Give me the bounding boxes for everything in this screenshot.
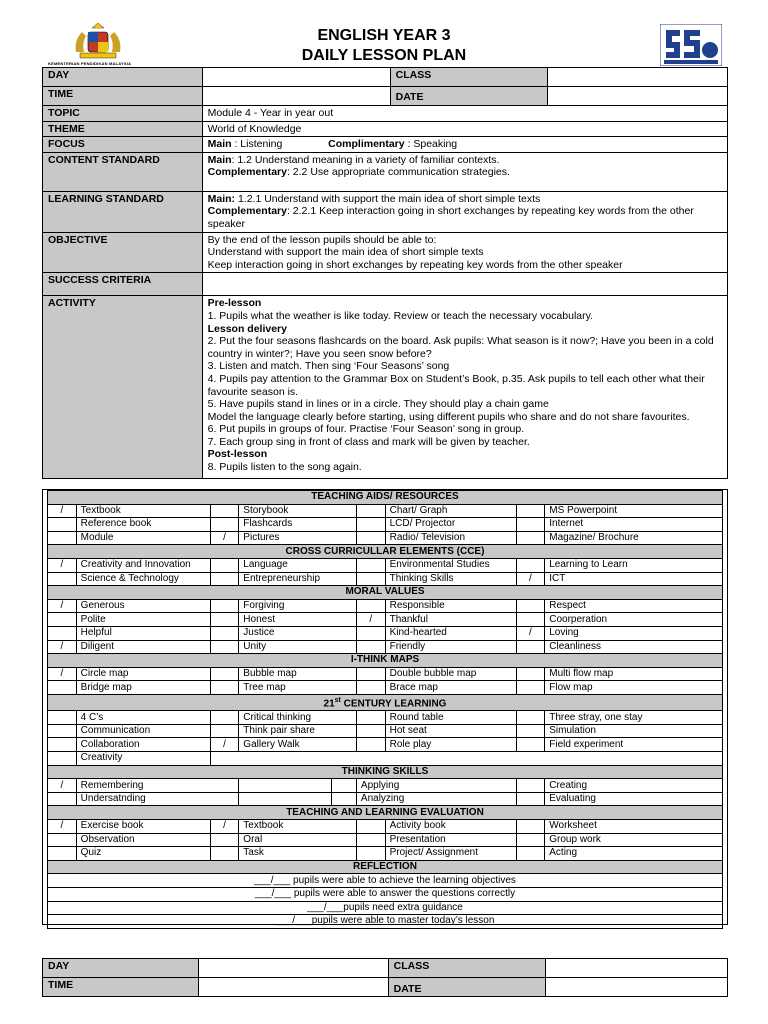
table-row xyxy=(48,779,723,793)
item-label: Critical thinking xyxy=(239,711,357,725)
checkbox[interactable] xyxy=(516,833,545,847)
checkbox[interactable] xyxy=(210,640,239,654)
teaching-aids-heading: TEACHING AIDS/ RESOURCES xyxy=(48,491,723,505)
page-title-line2: DAILY LESSON PLAN xyxy=(301,47,467,64)
checkbox[interactable] xyxy=(210,518,239,532)
content-standard-value xyxy=(202,152,727,191)
item-label: Responsible xyxy=(385,599,516,613)
item-label: Creativity xyxy=(76,752,210,766)
focus-label: FOCUS xyxy=(43,137,203,153)
post-lesson-heading: Post-lesson xyxy=(207,448,268,461)
checkbox[interactable] xyxy=(516,504,545,518)
table-row xyxy=(48,738,723,752)
item-label: Module xyxy=(76,531,210,545)
item-label: Bridge map xyxy=(76,681,210,695)
day-value[interactable] xyxy=(199,959,388,978)
page-title-line1: ENGLISH YEAR 3 xyxy=(317,27,451,44)
item-label: Diligent xyxy=(76,640,210,654)
checkbox[interactable] xyxy=(356,833,385,847)
reflection-heading: REFLECTION xyxy=(48,860,723,874)
time-label: TIME xyxy=(43,87,203,106)
learning-standard-label: LEARNING STANDARD xyxy=(43,191,203,232)
item-label: Coorperation xyxy=(545,613,723,627)
activity-step: 6. Put pupils in groups of four. Practise ‘Four Season’ song in group. xyxy=(207,423,525,436)
item-label: Multi flow map xyxy=(545,667,723,681)
lesson-info-table xyxy=(42,67,728,479)
checkbox[interactable] xyxy=(356,711,385,725)
checkbox[interactable] xyxy=(356,572,385,586)
checkbox[interactable] xyxy=(356,738,385,752)
class-label: CLASS xyxy=(388,959,546,978)
evaluation-heading: TEACHING AND LEARNING EVALUATION xyxy=(48,806,723,820)
checkbox[interactable] xyxy=(356,599,385,613)
checkbox[interactable]: / xyxy=(210,819,239,833)
cs-main-value: : 1.2 Understand meaning in a variety of familiar contexts. xyxy=(231,153,500,166)
table-row xyxy=(48,833,723,847)
checkbox[interactable] xyxy=(48,518,77,532)
day-label: DAY xyxy=(43,959,199,978)
item-label: Honest xyxy=(239,613,357,627)
cs-comp-label: Complementary xyxy=(207,166,287,179)
next-lesson-info-table xyxy=(42,958,728,997)
table-row xyxy=(48,531,723,545)
activity-step: Model the language clearly before starting, using different pupils who share and do not share favourites. xyxy=(207,410,690,423)
checkbox[interactable] xyxy=(210,572,239,586)
checkbox[interactable]: / xyxy=(516,572,545,586)
item-label: Storybook xyxy=(239,504,357,518)
checkbox[interactable] xyxy=(48,681,77,695)
item-label: ICT xyxy=(545,572,723,586)
pre-lesson-heading: Pre-lesson xyxy=(207,297,262,310)
checkbox[interactable] xyxy=(356,847,385,861)
theme-label: THEME xyxy=(43,121,203,137)
item-label: Think pair share xyxy=(239,724,357,738)
item-label: Friendly xyxy=(385,640,516,654)
checkbox[interactable] xyxy=(210,599,239,613)
checkbox[interactable] xyxy=(516,819,545,833)
activity-label: ACTIVITY xyxy=(43,296,203,479)
item-label: Evaluating xyxy=(545,792,723,806)
item-label: Exercise book xyxy=(76,819,210,833)
item-label: Respect xyxy=(545,599,723,613)
checkbox[interactable] xyxy=(48,724,77,738)
item-label: Flashcards xyxy=(239,518,357,532)
item-label: Unity xyxy=(239,640,357,654)
activity-step: 2. Put the four seasons flashcards on the board. Ask pupils: What season is it now?; Have you been in a cold country in winter?; Have you seen snow before? xyxy=(207,335,714,360)
item-label: Radio/ Television xyxy=(385,531,516,545)
table-row xyxy=(48,518,723,532)
date-label: DATE xyxy=(388,978,546,997)
ls-comp-value: : 2.2.1 Keep interaction going in short exchanges by repeating key words from the other speaker xyxy=(207,205,694,230)
item-label: Task xyxy=(239,847,357,861)
checkbox[interactable] xyxy=(356,518,385,532)
success-criteria-value[interactable] xyxy=(202,273,727,296)
day-value[interactable] xyxy=(202,68,390,87)
checkbox[interactable] xyxy=(210,667,239,681)
ls-main-label: Main: xyxy=(207,192,236,205)
table-row xyxy=(48,724,723,738)
item-label: Brace map xyxy=(385,681,516,695)
table-row xyxy=(48,681,723,695)
checkbox[interactable] xyxy=(516,599,545,613)
checkbox[interactable] xyxy=(516,613,545,627)
item-label: Internet xyxy=(545,518,723,532)
item-label: Polite xyxy=(76,613,210,627)
item-label: Applying xyxy=(356,779,516,793)
item-label: Three stray, one stay xyxy=(545,711,723,725)
item-label: Forgiving xyxy=(239,599,357,613)
checkbox[interactable] xyxy=(48,847,77,861)
table-row xyxy=(48,667,723,681)
content-standard-label: CONTENT STANDARD xyxy=(43,152,203,191)
moral-values-heading: MORAL VALUES xyxy=(48,586,723,600)
checkbox[interactable] xyxy=(48,626,77,640)
item-label: Tree map xyxy=(239,681,357,695)
item-label: Presentation xyxy=(385,833,516,847)
item-label: Helpful xyxy=(76,626,210,640)
checkbox[interactable] xyxy=(210,626,239,640)
item-label: Flow map xyxy=(545,681,723,695)
reflection-line[interactable]: ___/___ pupils were able to achieve the learning objectives xyxy=(48,874,723,888)
ithink-maps-heading: I-THINK MAPS xyxy=(48,654,723,668)
checkbox[interactable] xyxy=(210,613,239,627)
checkbox[interactable] xyxy=(356,724,385,738)
date-label: DATE xyxy=(390,87,547,106)
objective-line: Keep interaction going in short exchanges by repeating key words from the other speaker xyxy=(207,258,623,271)
item-label: Justice xyxy=(239,626,357,640)
focus-comp-value: : Speaking xyxy=(404,138,458,151)
heading-part: 21 xyxy=(323,698,335,710)
checkbox[interactable] xyxy=(48,711,77,725)
checkbox[interactable] xyxy=(356,667,385,681)
topic-value: Module 4 - Year in year out xyxy=(202,106,727,122)
checkbox[interactable]: / xyxy=(48,640,77,654)
item-label: LCD/ Projector xyxy=(385,518,516,532)
date-value[interactable] xyxy=(546,978,728,997)
item-label: Chart/ Graph xyxy=(385,504,516,518)
checklist-table xyxy=(47,490,723,929)
table-row xyxy=(48,752,723,766)
learning-standard-value xyxy=(202,191,727,232)
heading-part: CENTURY LEARNING xyxy=(340,698,447,710)
table-row xyxy=(48,572,723,586)
class-value[interactable] xyxy=(546,959,728,978)
item-label: Creativity and Innovation xyxy=(76,558,210,572)
item-label: Bubble map xyxy=(239,667,357,681)
checkbox[interactable] xyxy=(516,667,545,681)
activity-step: 7. Each group sing in front of class and mark will be given by teacher. xyxy=(207,435,530,448)
item-label: Creating xyxy=(545,779,723,793)
item-label: MS Powerpoint xyxy=(545,504,723,518)
time-value[interactable] xyxy=(202,87,390,106)
item-label: Remembering xyxy=(76,779,239,793)
checkbox[interactable] xyxy=(516,531,545,545)
checkbox[interactable] xyxy=(210,724,239,738)
school-emblem-logo xyxy=(660,24,722,66)
checkbox[interactable] xyxy=(516,640,545,654)
checkbox[interactable] xyxy=(331,793,356,806)
checkbox[interactable] xyxy=(48,531,77,545)
checkbox[interactable] xyxy=(48,613,77,627)
item-label: Entrepreneurship xyxy=(239,572,357,586)
focus-comp-label: Complimentary xyxy=(328,138,405,151)
item-label: Quiz xyxy=(76,847,210,861)
item-label: 4 C’s xyxy=(76,711,210,725)
focus-value xyxy=(202,137,727,153)
theme-value: World of Knowledge xyxy=(202,121,727,137)
item-label: Language xyxy=(239,558,357,572)
time-label: TIME xyxy=(43,978,199,997)
table-row xyxy=(48,640,723,654)
checkbox[interactable] xyxy=(516,792,545,806)
activity-step: 1. Pupils what the weather is like today. Review or teach the necessary vocabulary. xyxy=(207,309,593,322)
day-label: DAY xyxy=(43,68,203,87)
table-row xyxy=(48,847,723,861)
checkbox[interactable] xyxy=(210,833,239,847)
checkbox[interactable] xyxy=(210,558,239,572)
item-label: Activity book xyxy=(385,819,516,833)
class-value[interactable] xyxy=(547,68,727,87)
item-label: Field experiment xyxy=(545,738,723,752)
checkbox[interactable] xyxy=(356,504,385,518)
checkbox[interactable] xyxy=(356,531,385,545)
item-label: Role play xyxy=(385,738,516,752)
activity-step: 3. Listen and match. Then sing ‘Four Seasons’ song xyxy=(207,360,450,373)
century-learning-heading xyxy=(48,694,723,710)
checkbox[interactable] xyxy=(210,681,239,695)
checkbox[interactable] xyxy=(48,792,77,806)
table-row xyxy=(48,792,723,806)
checkbox[interactable]: / xyxy=(48,667,77,681)
checkbox[interactable] xyxy=(356,681,385,695)
checkbox[interactable] xyxy=(356,626,385,640)
table-row xyxy=(48,711,723,725)
item-label: Group work xyxy=(545,833,723,847)
checkbox[interactable] xyxy=(516,681,545,695)
heading-sup: st xyxy=(334,696,341,704)
checkbox[interactable] xyxy=(210,711,239,725)
checkbox[interactable]: / xyxy=(48,558,77,572)
cs-comp-value: : 2.2 Use appropriate communication strategies. xyxy=(286,166,510,179)
objective-value xyxy=(202,232,727,273)
activity-value xyxy=(202,296,727,479)
item-label: Project/ Assignment xyxy=(385,847,516,861)
table-row xyxy=(48,613,723,627)
item-label: Loving xyxy=(545,626,723,640)
checkbox[interactable] xyxy=(356,819,385,833)
checkbox[interactable] xyxy=(331,779,356,792)
checkbox[interactable] xyxy=(516,711,545,725)
checkbox[interactable] xyxy=(48,738,77,752)
item-label: Acting xyxy=(545,847,723,861)
focus-main-value: : Listening xyxy=(231,138,283,151)
item-label: Observation xyxy=(76,833,210,847)
checkbox[interactable] xyxy=(356,558,385,572)
reflection-line[interactable]: ___/___pupils were able to master today’s lesson xyxy=(48,915,723,929)
table-row xyxy=(48,504,723,518)
item-label: Kind-hearted xyxy=(385,626,516,640)
lesson-delivery-heading: Lesson delivery xyxy=(207,322,287,335)
reflection-line[interactable]: ___/___pupils need extra guidance xyxy=(48,901,723,915)
item-label: Thankful xyxy=(385,613,516,627)
item-label: Oral xyxy=(239,833,357,847)
topic-label: TOPIC xyxy=(43,106,203,122)
objective-label: OBJECTIVE xyxy=(43,232,203,273)
checkbox[interactable]: / xyxy=(48,819,77,833)
item-label: Round table xyxy=(385,711,516,725)
item-label: Gallery Walk xyxy=(239,738,357,752)
item-label: Communication xyxy=(76,724,210,738)
class-label: CLASS xyxy=(390,68,547,87)
ls-comp-label: Complementary xyxy=(207,205,287,218)
item-label: Collaboration xyxy=(76,738,210,752)
checkbox[interactable]: / xyxy=(210,738,239,752)
item-label: Undersatnding xyxy=(76,792,239,806)
checkbox-wrap xyxy=(239,792,357,806)
checkbox[interactable]: / xyxy=(48,779,77,793)
checkbox[interactable] xyxy=(210,504,239,518)
checkbox[interactable] xyxy=(356,640,385,654)
checkbox-wrap xyxy=(239,779,357,793)
logo-caption: KEMENTERIAN PENDIDIKAN MALAYSIA xyxy=(48,61,132,66)
item-label: Pictures xyxy=(239,531,357,545)
table-row xyxy=(48,599,723,613)
item-label: Generous xyxy=(76,599,210,613)
page-header xyxy=(0,0,768,68)
checkbox[interactable]: / xyxy=(48,504,77,518)
item-label: Worksheet xyxy=(545,819,723,833)
cs-main-label: Main xyxy=(207,153,232,166)
checkbox[interactable] xyxy=(516,847,545,861)
focus-main-label: Main xyxy=(207,138,232,151)
item-label: Textbook xyxy=(239,819,357,833)
checkbox[interactable]: / xyxy=(210,531,239,545)
item-label: Simulation xyxy=(545,724,723,738)
item-label: Magazine/ Brochure xyxy=(545,531,723,545)
checkbox[interactable] xyxy=(516,724,545,738)
table-row xyxy=(48,819,723,833)
checkbox[interactable]: / xyxy=(48,599,77,613)
time-value[interactable] xyxy=(199,978,388,997)
item-label: Environmental Studies xyxy=(385,558,516,572)
item-label: Analyzing xyxy=(356,792,516,806)
checkbox[interactable] xyxy=(516,738,545,752)
checkbox[interactable] xyxy=(516,779,545,793)
activity-step: 8. Pupils listen to the song again. xyxy=(207,461,362,474)
checkbox[interactable]: / xyxy=(516,626,545,640)
item-label: Textbook xyxy=(76,504,210,518)
success-criteria-label: SUCCESS CRITERIA xyxy=(43,273,203,296)
activity-step: 4. Pupils pay attention to the Grammar Box on Student’s Book, p.35. Ask pupils to tell each other what their favourite season is. xyxy=(207,372,705,398)
checkbox[interactable] xyxy=(48,752,77,766)
checklist-box xyxy=(42,489,728,925)
ls-main-value: 1.2.1 Understand with support the main idea of short simple texts xyxy=(235,192,541,205)
checkbox[interactable]: / xyxy=(356,613,385,627)
table-row xyxy=(48,558,723,572)
checkbox[interactable] xyxy=(48,572,77,586)
item-label: Thinking Skills xyxy=(385,572,516,586)
thinking-skills-heading: THINKING SKILLS xyxy=(48,765,723,779)
cce-heading: CROSS CURRICULLAR ELEMENTS (CCE) xyxy=(48,545,723,559)
checkbox[interactable] xyxy=(516,558,545,572)
objective-line: By the end of the lesson pupils should be able to: xyxy=(207,233,437,246)
activity-step: 5. Have pupils stand in lines or in a circle. They should play a chain game xyxy=(207,398,549,411)
item-label: Cleanliness xyxy=(545,640,723,654)
checkbox[interactable] xyxy=(48,833,77,847)
item-label: Learning to Learn xyxy=(545,558,723,572)
item-label: Circle map xyxy=(76,667,210,681)
checkbox[interactable] xyxy=(210,847,239,861)
date-value[interactable] xyxy=(547,87,727,106)
objective-line: Understand with support the main idea of short simple texts xyxy=(207,246,484,259)
item-label: Double bubble map xyxy=(385,667,516,681)
item-label: Science & Technology xyxy=(76,572,210,586)
table-row xyxy=(48,626,723,640)
reflection-line[interactable]: ___/___ pupils were able to answer the questions correctly xyxy=(48,887,723,901)
item-label: Hot seat xyxy=(385,724,516,738)
empty-cell xyxy=(210,752,722,766)
checkbox[interactable] xyxy=(516,518,545,532)
item-label: Reference book xyxy=(76,518,210,532)
